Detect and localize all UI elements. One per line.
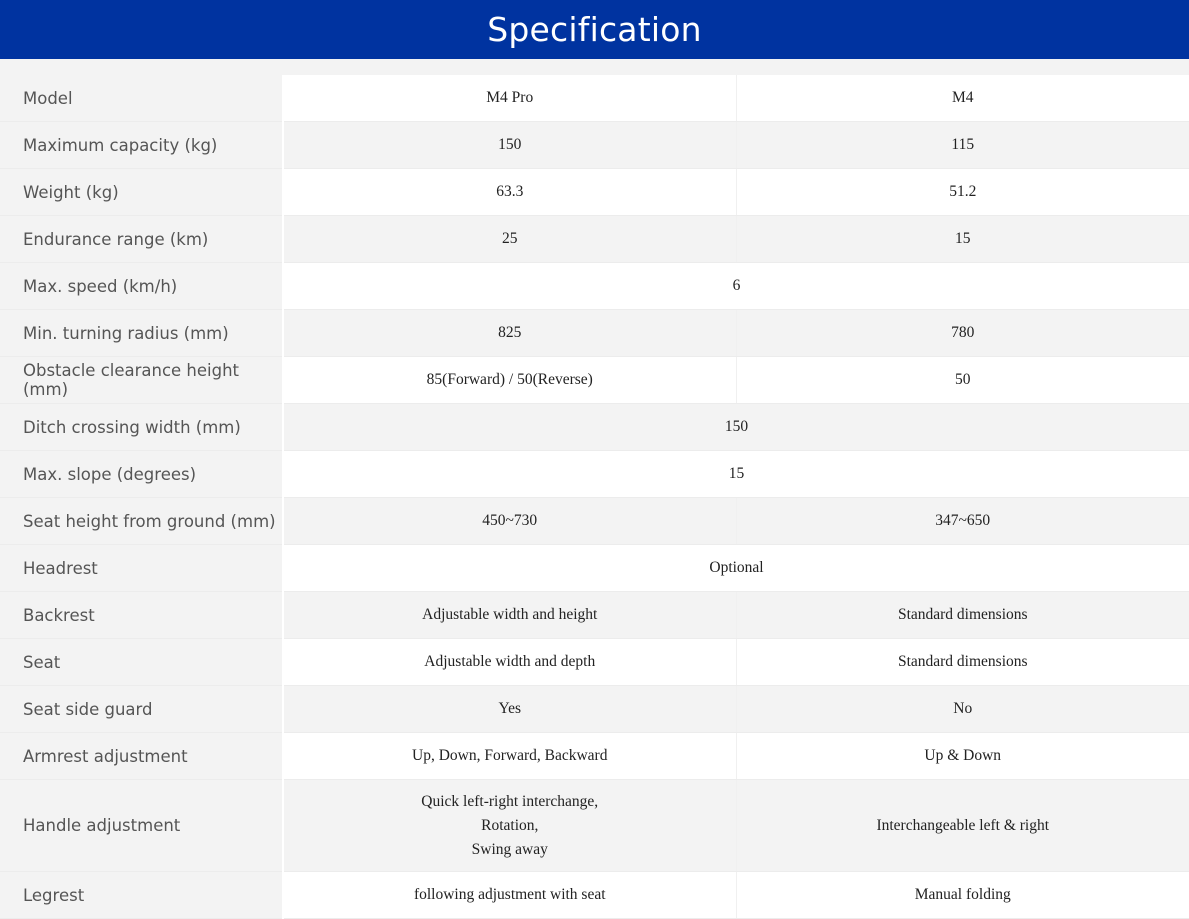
- spec-value-m4: Up & Down: [736, 733, 1189, 780]
- spec-label: Handle adjustment: [0, 780, 283, 872]
- spec-label: Max. slope (degrees): [0, 451, 283, 498]
- spec-label: Backrest: [0, 592, 283, 639]
- spec-value-m4: 15: [736, 216, 1189, 263]
- spec-value-m4: 115: [736, 122, 1189, 169]
- spec-row: [0, 733, 1189, 780]
- spec-value-m4-pro: Yes: [283, 686, 736, 733]
- spec-row: [0, 169, 1189, 216]
- spec-label: Weight (kg): [0, 169, 283, 216]
- spec-value-m4-pro: 63.3: [283, 169, 736, 216]
- spec-value-m4: Standard dimensions: [736, 639, 1189, 686]
- page-title: Specification: [487, 10, 702, 49]
- spec-value-m4-pro: Adjustable width and height: [283, 592, 736, 639]
- spec-value-m4: Manual folding: [736, 872, 1189, 919]
- spec-row: [0, 263, 1189, 310]
- spec-row: [0, 872, 1189, 919]
- spec-table-body: [0, 75, 1189, 919]
- spec-label: Min. turning radius (mm): [0, 310, 283, 357]
- spec-label: Armrest adjustment: [0, 733, 283, 780]
- spec-label: Seat side guard: [0, 686, 283, 733]
- spec-value-m4: No: [736, 686, 1189, 733]
- spec-value-m4-pro: Adjustable width and depth: [283, 639, 736, 686]
- spec-label: Endurance range (km): [0, 216, 283, 263]
- spec-value-m4-pro: [283, 780, 736, 872]
- spec-label: Max. speed (km/h): [0, 263, 283, 310]
- spec-row: [0, 592, 1189, 639]
- spec-label: Legrest: [0, 872, 283, 919]
- spec-value-merged: Optional: [283, 545, 1189, 592]
- spec-value-line: Quick left-right interchange,: [421, 792, 599, 810]
- spec-label: Headrest: [0, 545, 283, 592]
- spec-row: [0, 639, 1189, 686]
- spec-label: Ditch crossing width (mm): [0, 404, 283, 451]
- spec-value-m4-pro: 150: [283, 122, 736, 169]
- spec-label: Model: [0, 75, 283, 122]
- spec-value-m4-pro: M4 Pro: [283, 75, 736, 122]
- spec-value-m4-pro: 450~730: [283, 498, 736, 545]
- spec-row: [0, 216, 1189, 263]
- spec-label: Seat: [0, 639, 283, 686]
- spec-value-merged: 6: [283, 263, 1189, 310]
- spec-row: [0, 780, 1189, 872]
- spec-value-m4: 780: [736, 310, 1189, 357]
- spec-value-merged: 150: [283, 404, 1189, 451]
- header-spacer: [0, 59, 1189, 75]
- spec-label: Maximum capacity (kg): [0, 122, 283, 169]
- spec-value-m4: 347~650: [736, 498, 1189, 545]
- spec-value-m4: Interchangeable left & right: [736, 780, 1189, 872]
- spec-value-m4-pro: Up, Down, Forward, Backward: [283, 733, 736, 780]
- page-header: [0, 0, 1189, 59]
- spec-row: [0, 686, 1189, 733]
- spec-value-m4-pro: 85(Forward) / 50(Reverse): [283, 357, 736, 404]
- spec-row: [0, 545, 1189, 592]
- spec-label: Obstacle clearance height (mm): [0, 357, 283, 404]
- spec-value-m4-pro: following adjustment with seat: [283, 872, 736, 919]
- spec-value-m4: M4: [736, 75, 1189, 122]
- spec-row: [0, 122, 1189, 169]
- spec-table: [0, 75, 1189, 919]
- spec-value-merged: 15: [283, 451, 1189, 498]
- spec-row: [0, 498, 1189, 545]
- spec-row: [0, 451, 1189, 498]
- spec-value-m4: 51.2: [736, 169, 1189, 216]
- spec-value-m4: Standard dimensions: [736, 592, 1189, 639]
- spec-label: Seat height from ground (mm): [0, 498, 283, 545]
- spec-row: [0, 357, 1189, 404]
- spec-value-line: Rotation,: [481, 816, 539, 834]
- spec-row: [0, 404, 1189, 451]
- spec-value-m4-pro: 25: [283, 216, 736, 263]
- spec-row: [0, 310, 1189, 357]
- spec-value-m4: 50: [736, 357, 1189, 404]
- spec-value-m4-pro: 825: [283, 310, 736, 357]
- spec-value-line: Swing away: [471, 840, 548, 858]
- spec-row: [0, 75, 1189, 122]
